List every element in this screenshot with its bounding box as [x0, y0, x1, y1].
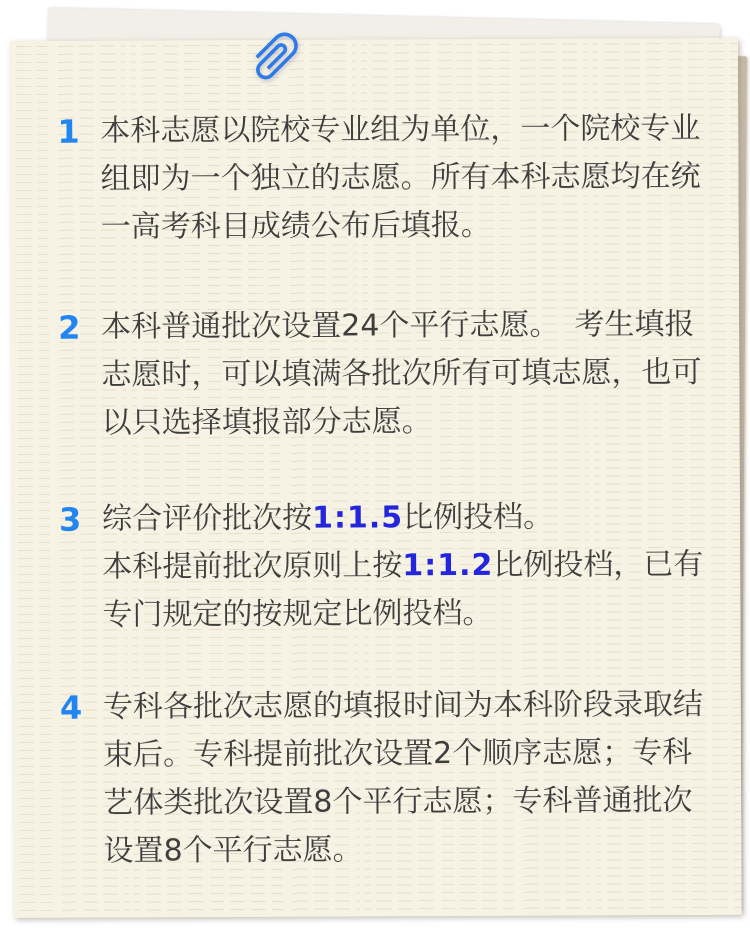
notes-paper — [10, 38, 742, 918]
paperclip-glyph — [235, 15, 317, 97]
note-text — [103, 681, 714, 876]
note-number: 3 — [59, 500, 82, 539]
ratio-highlight: 1:1.2 — [402, 547, 494, 584]
note-text-segment: 比例投档，已有专门规定的按规定比例投档。 — [102, 546, 704, 633]
note-text-segment: 比例投档。 — [403, 499, 554, 536]
note-text — [100, 105, 711, 252]
note-item — [13, 681, 741, 869]
note-text-segment: 本科提前批次原则上按 — [102, 548, 403, 585]
note-number: 1 — [57, 112, 80, 151]
note-item — [12, 493, 740, 633]
note-item — [10, 105, 738, 245]
note-number: 2 — [58, 308, 81, 347]
note-text-segment: 本科普通批次设置24个平行志愿。 考生填报志愿时，可以填满各批次所有可填志愿，也可以只选择填报部分志愿。 — [101, 307, 702, 441]
note-text-segment: 综合评价批次按 — [102, 500, 313, 537]
paperclip-icon — [238, 18, 314, 94]
notes-list — [10, 38, 742, 918]
note-number: 4 — [59, 688, 83, 727]
note-item — [11, 301, 739, 441]
note-text — [102, 493, 713, 640]
note-text-segment: 本科志愿以院校专业组为单位，一个院校专业组即为一个独立的志愿。所有本科志愿均在统一高考科目成绩公布后填报。 — [100, 110, 701, 245]
note-text — [101, 301, 712, 448]
ratio-highlight: 1:1.5 — [312, 500, 404, 536]
note-text-segment: 专科各批次志愿的填报时间为本科阶段录取结束后。专科提前批次设置2个顺序志愿；专科艺体类批次设置8个平行志愿；专科普通批次设置8个平行志愿。 — [102, 686, 703, 869]
